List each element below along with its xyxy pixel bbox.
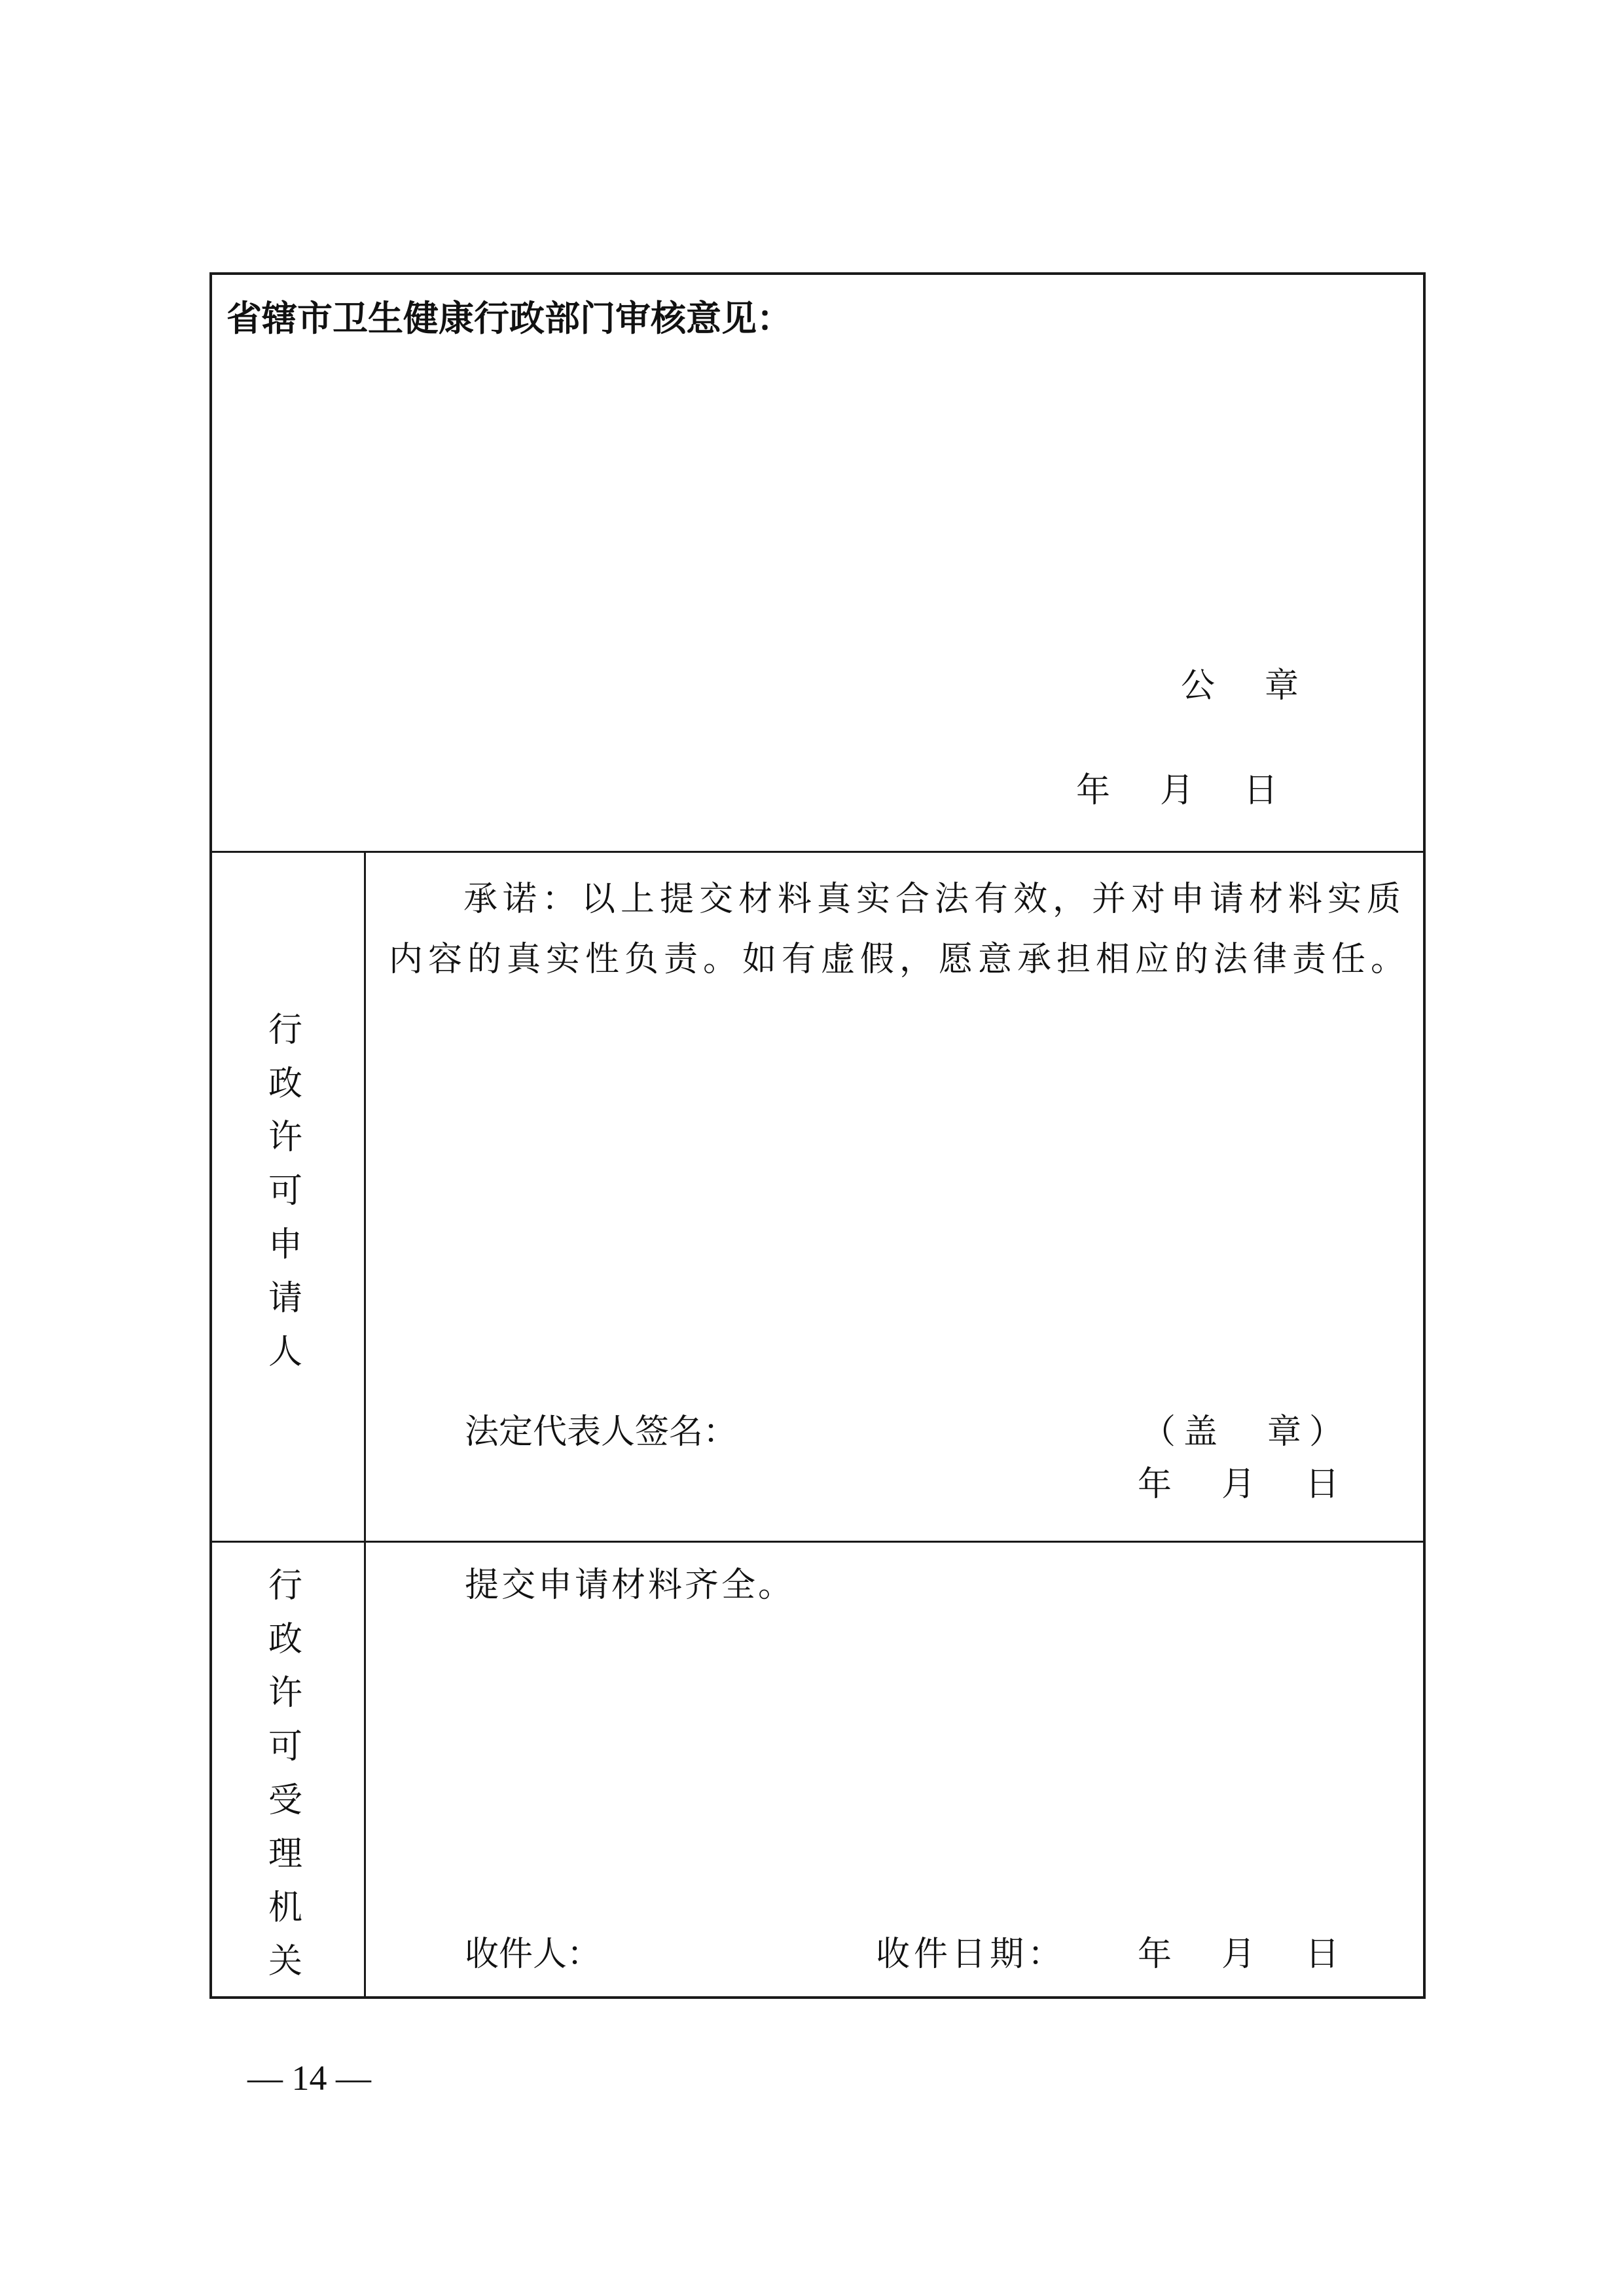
review-date-label: 年 月 日 — [1076, 771, 1286, 810]
acceptance-statement: 提交申请材料齐全。 — [465, 1566, 795, 1605]
applicant-section-divider — [212, 1541, 1423, 1543]
applicant-date-label: 年 月 日 — [1138, 1465, 1348, 1504]
applicant-seal-label: （盖 章） — [1142, 1412, 1352, 1452]
page-number: — 14 — — [247, 2058, 371, 2098]
review-official-seal-label: 公 章 — [1181, 666, 1307, 706]
applicant-column-divider — [364, 851, 366, 1541]
review-section-divider — [212, 851, 1423, 853]
applicant-pledge-text: 承诺：以上提交材料真实合法有效，并对申请材料实质内容的真实性负责。如有虚假，愿意承担相应的法律责任。 — [389, 880, 1411, 979]
review-section-title: 省辖市卫生健康行政部门审核意见： — [226, 298, 792, 339]
approval-form-table — [209, 272, 1426, 1999]
applicant-side-label: 行政许可申请人 — [268, 1011, 302, 1372]
acceptance-column-divider — [364, 1541, 366, 1999]
acceptance-date-label: 年 月 日 — [1138, 1935, 1348, 1974]
receive-date-label: 收件日期： — [876, 1935, 1066, 1974]
receiver-label: 收件人： — [465, 1935, 602, 1974]
acceptance-side-label: 行政许可受理机关 — [268, 1566, 302, 1981]
legal-representative-signature-label: 法定代表人签名： — [465, 1412, 738, 1452]
